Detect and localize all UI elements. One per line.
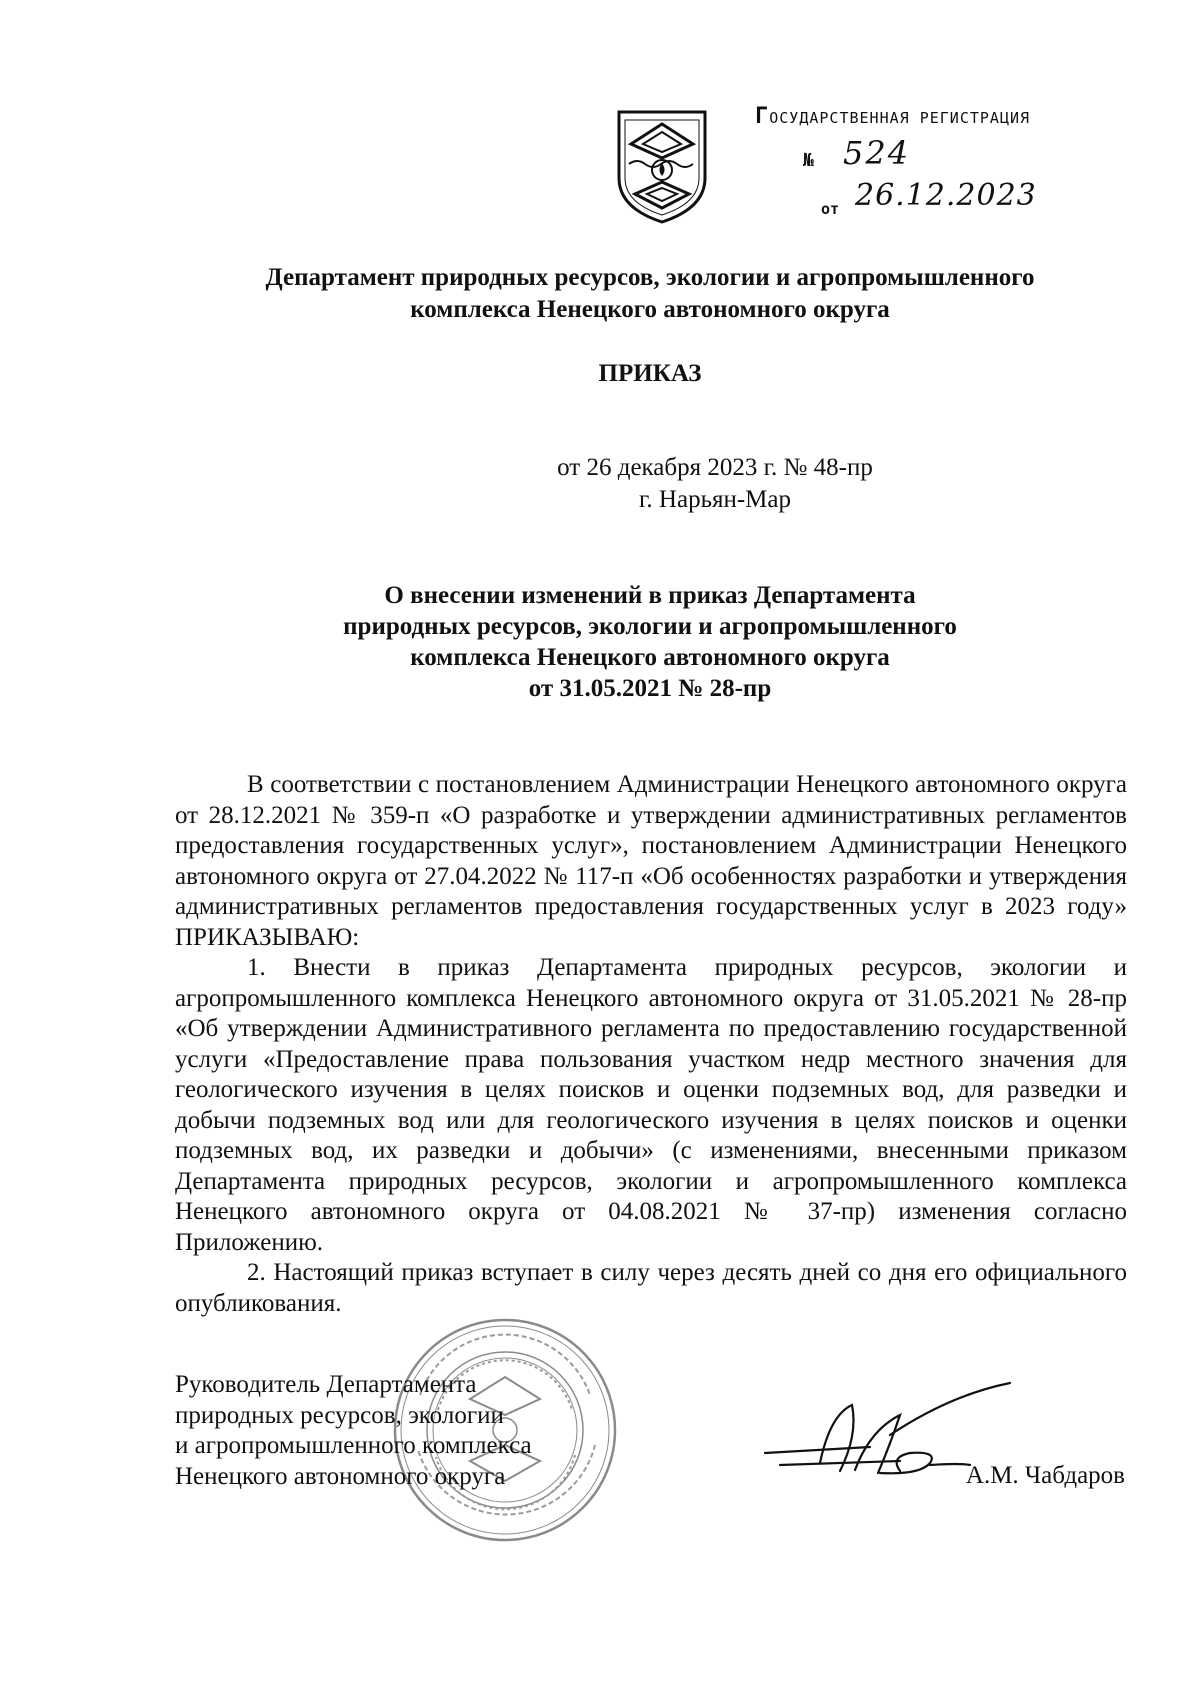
registration-title: ГОСУДАРСТВЕННАЯ РЕГИСТРАЦИЯ [755, 104, 1031, 129]
registration-stamp [755, 104, 1055, 234]
coat-of-arms-emblem [615, 108, 709, 226]
document-body [175, 770, 1127, 1319]
registration-number-value: 524 [843, 134, 911, 172]
registration-date-value: 26.12.2023 [855, 178, 1037, 213]
subject-line: от 31.05.2021 № 28-пр [528, 675, 772, 702]
subject-line: комплекса Ненецкого автономного округа [410, 644, 890, 671]
signatory-title-line: и агропромышленного комплекса [175, 1432, 532, 1459]
signatory-title-line: Ненецкого автономного округа [175, 1462, 506, 1490]
subject-line: О внесении изменений в приказ Департамента [384, 582, 916, 609]
document-type: ПРИКАЗ [598, 360, 702, 387]
department-name [170, 262, 1130, 326]
registration-number-label: № [803, 150, 814, 171]
signatory-title-line: Руководитель Департамента [175, 1371, 477, 1398]
department-name-line: комплекса Ненецкого автономного округа [410, 296, 890, 323]
department-name-line: Департамент природных ресурсов, экологии и агропромышленного [265, 264, 1035, 291]
signatory-title-line: природных ресурсов, экологии [175, 1401, 504, 1429]
date-place-block [0, 452, 1200, 516]
body-paragraph: 1. Внести в приказ Департамента природных ресурсов, экологии и агропромышленного комплекса Ненецкого автономного округа от 31.05.2021 № 28-пр «Об утверждении Административного регламента по предоставлению государственной услуги «Предоставление права пользования участком недр местного значения для геологического изучения в целях поисков и оценки подземных вод, для разведки и добычи подземных вод или для геологического изучения в целях поисков и оценки подземных вод, их разведки и добычи» (с изменениями, внесенными приказом Департамента природных ресурсов, экологии и агропромышленного комплекса Ненецкого автономного округа от 04.08.2021 № 37-пр) изменения согласно Приложению. [175, 954, 1127, 1256]
handwritten-signature [760, 1375, 1020, 1495]
registration-date-label: от [821, 200, 840, 218]
signatory-name: А.М. Чабдаров [965, 1462, 1125, 1489]
signatory-title [175, 1370, 532, 1492]
body-paragraph: В соответствии с постановлением Администрации Ненецкого автономного округа от 28.12.2021 № 359-п «О разработке и утверждении административных регламентов предоставления государственных услуг», постановлением Администрации Ненецкого автономного округа от 27.04.2022 № 117-п «Об особенностях разработки и утверждения административных регламентов предоставления государственных услуг в 2023 году» ПРИКАЗЫВАЮ: [175, 771, 1127, 951]
document-place: г. Нарьян-Мар [638, 486, 791, 513]
subject-line: природных ресурсов, экологии и агропромышленного [343, 613, 957, 640]
body-paragraph: 2. Настоящий приказ вступает в силу через десять дней со дня его официального опубликования. [175, 1259, 1127, 1317]
document-subject [170, 580, 1130, 704]
document-date-number: от 26 декабря 2023 г. № 48-пр [557, 454, 873, 481]
